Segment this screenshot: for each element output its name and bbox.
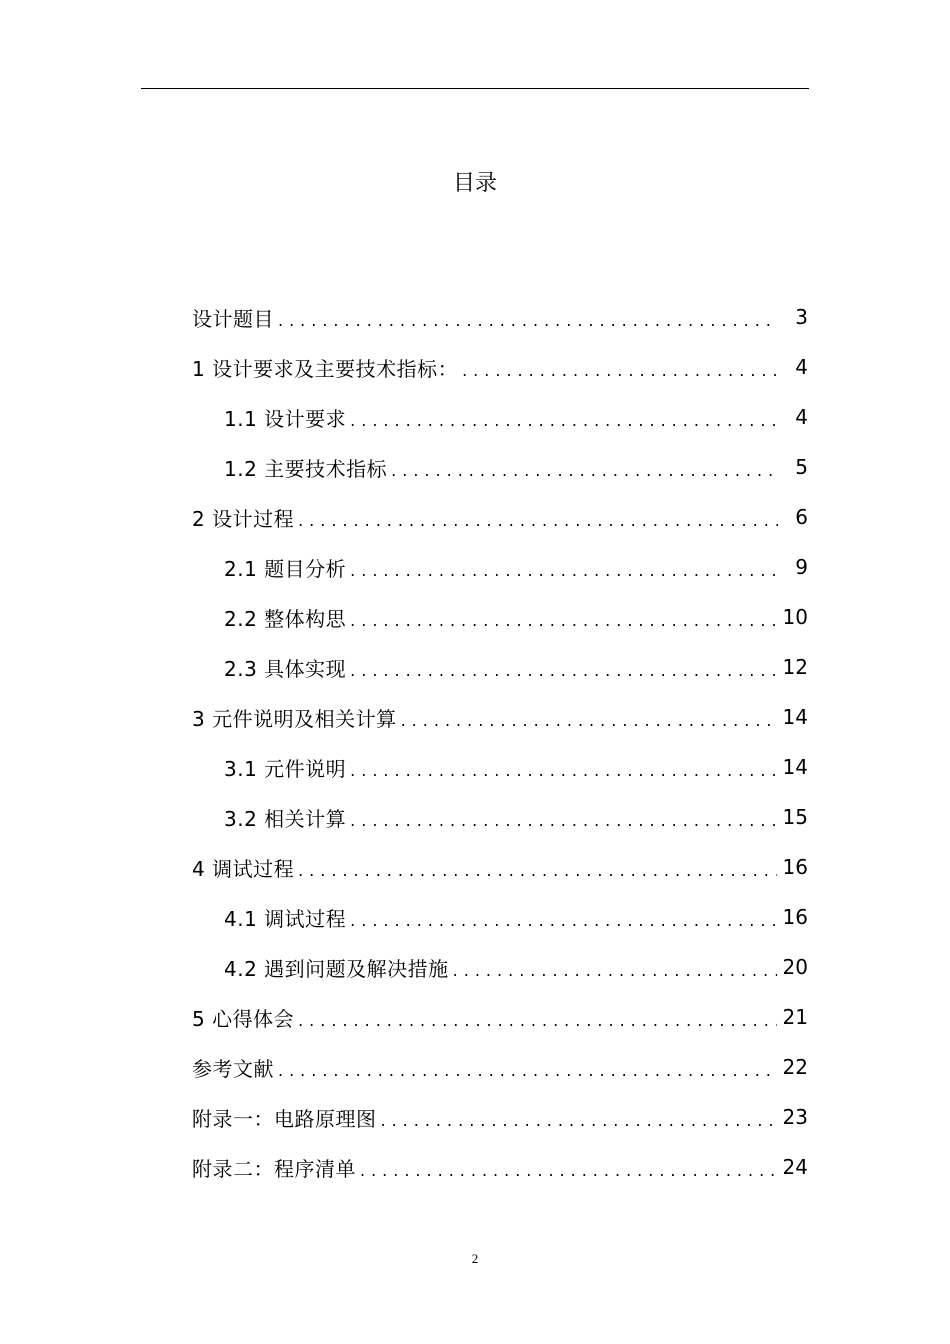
toc-entry-page: 9 xyxy=(795,555,808,579)
toc-entry-page: 10 xyxy=(782,605,808,629)
toc-entry[interactable] xyxy=(192,1092,808,1142)
toc-entry[interactable] xyxy=(192,542,808,592)
page-number: 2 xyxy=(471,1251,479,1266)
toc-entry-label: 2.2 整体构思 xyxy=(224,606,347,631)
toc-entry-label: 设计题目 xyxy=(192,306,274,331)
toc-entry-label: 1.1 设计要求 xyxy=(224,406,347,431)
toc-dot-leader xyxy=(298,861,776,880)
toc-entry[interactable] xyxy=(192,942,808,992)
toc-entry-page: 5 xyxy=(795,455,808,479)
toc-dot-leader xyxy=(453,961,777,980)
toc-entry[interactable] xyxy=(192,642,808,692)
toc-entry[interactable] xyxy=(192,392,808,442)
toc-entry[interactable] xyxy=(192,892,808,942)
toc-entry-label: 4 调试过程 xyxy=(192,856,295,881)
toc-entry-label: 3.2 相关计算 xyxy=(224,806,347,831)
toc-dot-leader xyxy=(278,1061,777,1080)
toc-entry-label: 2 设计过程 xyxy=(192,506,295,531)
toc-entry[interactable] xyxy=(192,1042,808,1092)
toc-entry-page: 16 xyxy=(782,905,808,929)
toc-entry-page: 4 xyxy=(795,405,808,429)
toc-dot-leader xyxy=(462,361,778,380)
toc-entry-label: 附录一：电路原理图 xyxy=(192,1106,377,1131)
toc-entry-page: 14 xyxy=(782,705,808,729)
toc-entry-page: 4 xyxy=(795,355,808,379)
toc-entry-page: 24 xyxy=(782,1155,808,1179)
toc-dot-leader xyxy=(350,661,776,680)
toc-entry[interactable] xyxy=(192,792,808,842)
toc-dot-leader xyxy=(278,311,778,330)
toc-entry-label: 3.1 元件说明 xyxy=(224,756,347,781)
toc-entry[interactable] xyxy=(192,342,808,392)
toc-entry-label: 5 心得体会 xyxy=(192,1006,295,1031)
toc-dot-leader xyxy=(298,1011,776,1030)
toc-entry-label: 3 元件说明及相关计算 xyxy=(192,706,397,731)
toc-entry[interactable] xyxy=(192,992,808,1042)
toc-entry[interactable] xyxy=(192,292,808,342)
toc-entry-label: 1.2 主要技术指标 xyxy=(224,456,388,481)
toc-entry[interactable] xyxy=(192,1142,808,1192)
toc-entry[interactable] xyxy=(192,842,808,892)
toc-entry-page: 21 xyxy=(782,1005,808,1029)
toc-dot-leader xyxy=(350,911,776,930)
toc-entry-page: 22 xyxy=(782,1055,808,1079)
toc-entry-label: 4.1 调试过程 xyxy=(224,906,347,931)
toc-dot-leader xyxy=(350,411,778,430)
toc-entry-label: 附录二：程序清单 xyxy=(192,1156,356,1181)
toc-entry[interactable] xyxy=(192,492,808,542)
toc-entry-label: 2.3 具体实现 xyxy=(224,656,347,681)
toc-entry[interactable] xyxy=(192,442,808,492)
toc-entry-label: 4.2 遇到问题及解决措施 xyxy=(224,956,449,981)
toc-title: 目录 xyxy=(452,171,497,196)
table-of-contents xyxy=(192,292,808,1192)
toc-dot-leader xyxy=(350,761,776,780)
toc-dot-leader xyxy=(298,511,778,530)
toc-entry-page: 15 xyxy=(782,805,808,829)
toc-entry-label: 2.1 题目分析 xyxy=(224,556,347,581)
toc-entry[interactable] xyxy=(192,592,808,642)
toc-dot-leader xyxy=(381,1111,777,1130)
toc-entry-label: 参考文献 xyxy=(192,1056,274,1081)
toc-entry-page: 16 xyxy=(782,855,808,879)
header-rule xyxy=(141,88,809,89)
toc-dot-leader xyxy=(350,811,776,830)
toc-dot-leader xyxy=(391,461,778,480)
toc-dot-leader xyxy=(350,561,778,580)
toc-dot-leader xyxy=(401,711,777,730)
toc-entry-page: 14 xyxy=(782,755,808,779)
toc-entry-page: 23 xyxy=(782,1105,808,1129)
toc-entry[interactable] xyxy=(192,742,808,792)
toc-entry-label: 1 设计要求及主要技术指标： xyxy=(192,356,459,381)
toc-entry[interactable] xyxy=(192,692,808,742)
toc-entry-page: 3 xyxy=(795,305,808,329)
toc-entry-page: 20 xyxy=(782,955,808,979)
toc-entry-page: 12 xyxy=(782,655,808,679)
toc-entry-page: 6 xyxy=(795,505,808,529)
toc-dot-leader xyxy=(350,611,776,630)
toc-dot-leader xyxy=(360,1161,777,1180)
